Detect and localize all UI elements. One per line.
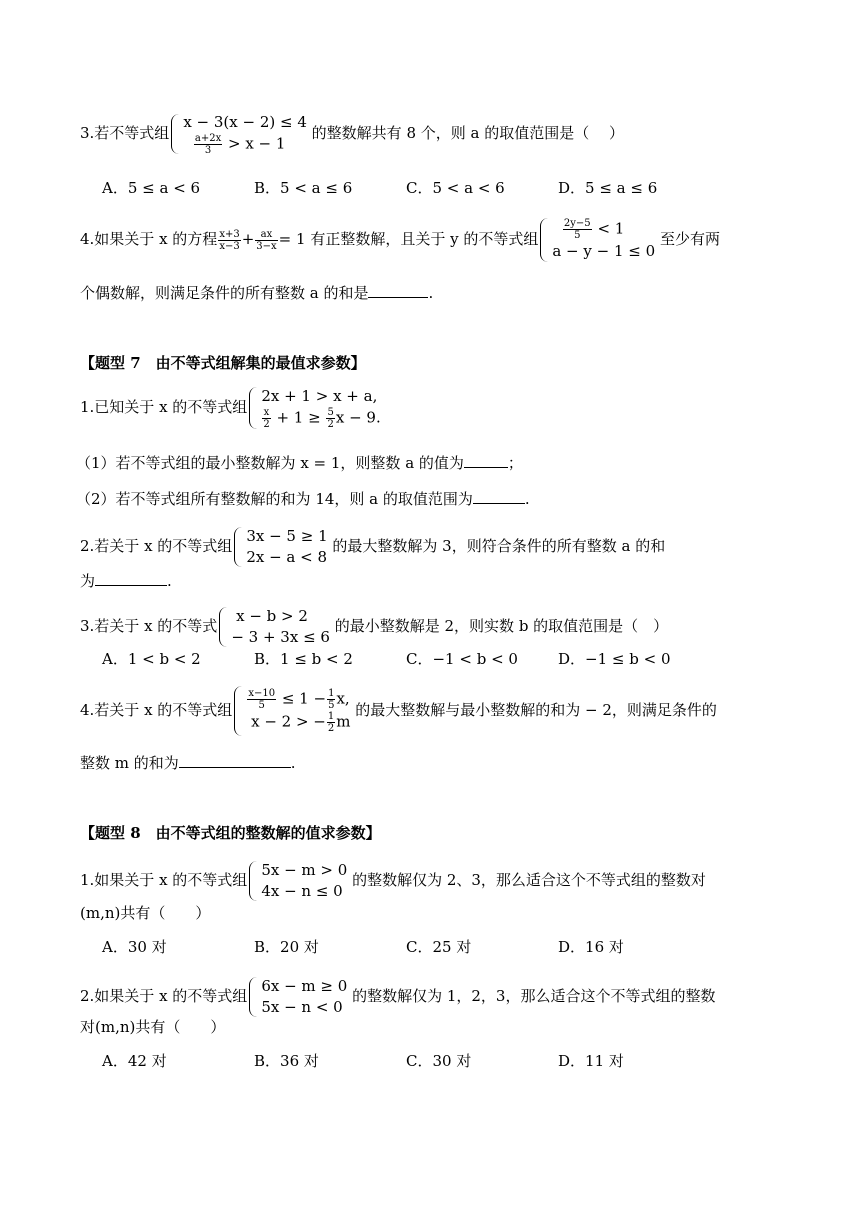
option-d: D．5 ≤ a ≤ 6 <box>558 179 658 197</box>
answer-blank[interactable] <box>179 753 291 768</box>
brace <box>234 527 243 567</box>
option-a: A．42 对 <box>102 1052 167 1070</box>
brace <box>249 387 258 429</box>
question-8-1 <box>80 860 706 902</box>
inequality-system <box>231 606 330 648</box>
question-7-2-line2: 为 . <box>80 572 172 590</box>
question-7-4 <box>80 686 717 736</box>
option-c: C．−1 < b < 0 <box>406 650 518 668</box>
question-text: 的最大整数解与最小整数解的和为 − 2，则满足条件的 <box>355 701 717 719</box>
question-text: 1.如果关于 x 的不等式组 <box>80 871 248 889</box>
system-row: 5x − n < 0 <box>261 998 343 1016</box>
question-text: = 1 有正整数解，且关于 y 的不等式组 <box>278 230 539 248</box>
option-d: D．11 对 <box>558 1052 624 1070</box>
question-7-4-line2: 整数 m 的和为 . <box>80 754 296 772</box>
system-row: x − b > 2 <box>236 607 308 625</box>
option-b: B．1 ≤ b < 2 <box>254 650 353 668</box>
inequality-system <box>261 860 347 902</box>
inequality-system <box>183 112 307 156</box>
options-6-3 <box>102 177 710 199</box>
answer-blank[interactable] <box>95 571 167 586</box>
inequality-system <box>261 386 380 430</box>
system-row: 6x − m ≥ 0 <box>261 977 348 995</box>
question-8-2 <box>80 976 715 1018</box>
system-row: 4x − n ≤ 0 <box>261 882 343 900</box>
option-c: C．5 < a < 6 <box>406 179 505 197</box>
system-row: − 3 + 3x ≤ 6 <box>231 628 330 646</box>
option-a: A．1 < b < 2 <box>102 650 201 668</box>
question-6-4: 4.如果关于 x 的方程 $\frac{x+3}{x-3}$ + $\frac{ax}{3-x}$ = 1 有正整数解，且关于 y 的不等式组 $\frac{2y-5}{5}$ < 1 a − y − 1 ≤ 0 至少有两 <box>80 218 720 260</box>
fraction: $\frac{ax}{3-x}$ <box>256 228 277 252</box>
inequality-system <box>552 218 655 262</box>
question-text: 的最大整数解为 3，则符合条件的所有整数 a 的和 <box>332 537 666 555</box>
question-text: 的整数解共有 8 个，则 a 的取值范围是（ ） <box>311 124 625 142</box>
question-7-1 <box>80 386 381 430</box>
system-row: $\frac{2y-5}{5}$ < 1 <box>563 218 625 241</box>
question-text: 的整数解仅为 1，2，3，那么适合这个不等式组的整数 <box>352 987 716 1005</box>
question-7-1-sub1: （1）若不等式组的最小整数解为 x = 1，则整数 a 的值为 ； <box>76 454 523 472</box>
system-row: $\frac{x}{2}$ + 1 ≥ $\frac{5}{2}$ x − 9. <box>263 407 381 430</box>
system-row: $\frac{x-10}{5}$ ≤ 1 − $\frac{1}{5}$ x, <box>248 688 350 711</box>
question-text: 至少有两 <box>659 230 720 248</box>
answer-blank[interactable] <box>368 283 428 298</box>
system-row: 5x − m > 0 <box>261 861 348 879</box>
question-text: 2.如果关于 x 的不等式组 <box>80 987 248 1005</box>
options-8-2 <box>102 1050 710 1072</box>
option-b: B．36 对 <box>254 1052 319 1070</box>
inequality-system <box>246 688 350 734</box>
question-text: 1.已知关于 x 的不等式组 <box>80 398 248 416</box>
option-c: C．25 对 <box>406 938 472 956</box>
fraction: $\frac{a+2x}{3}$ <box>194 133 222 156</box>
question-8-2-line2: 对(m,n)共有（ ） <box>80 1018 226 1036</box>
question-8-1-line2: (m,n)共有（ ） <box>80 904 211 922</box>
brace <box>249 977 258 1017</box>
brace <box>219 607 228 647</box>
system-row: 3x − 5 ≥ 1 <box>246 527 328 545</box>
question-7-1-sub2: （2）若不等式组所有整数解的和为 14，则 a 的取值范围为 . <box>76 490 530 508</box>
option-d: D．−1 ≤ b < 0 <box>558 650 671 668</box>
system-row: 2x + 1 > x + a, <box>261 387 378 405</box>
system-row: a − y − 1 ≤ 0 <box>552 242 656 260</box>
answer-blank[interactable] <box>473 489 525 504</box>
option-b: B．20 对 <box>254 938 319 956</box>
brace <box>540 218 549 262</box>
options-8-1 <box>102 936 710 958</box>
option-a: A．30 对 <box>102 938 167 956</box>
question-text: 4.若关于 x 的不等式组 <box>80 701 233 719</box>
fraction: $\frac{x+3}{x-3}$ <box>219 228 240 252</box>
option-a: A．5 ≤ a < 6 <box>102 179 201 197</box>
question-text: 3.若关于 x 的不等式 <box>80 617 218 635</box>
system-row: 2x − a < 8 <box>246 548 328 566</box>
option-b: B．5 < a ≤ 6 <box>254 179 353 197</box>
question-text: 4.如果关于 x 的方程 <box>80 230 218 248</box>
inequality-system <box>246 526 327 568</box>
question-text: 的整数解仅为 2、3，那么适合这个不等式组的整数对 <box>352 871 706 889</box>
question-7-2 <box>80 526 665 568</box>
question-6-4-line2: 个偶数解，则满足条件的所有整数 a 的和是 . <box>80 284 434 302</box>
option-d: D．16 对 <box>558 938 624 956</box>
system-row: x − 3(x − 2) ≤ 4 <box>183 113 307 131</box>
section-heading-8: 【题型 8 由不等式组的整数解的值求参数】 <box>80 824 381 842</box>
question-text: 的最小整数解是 2，则实数 b 的取值范围是（ ） <box>334 617 669 635</box>
section-heading-7: 【题型 7 由不等式组解集的最值求参数】 <box>80 354 366 372</box>
brace <box>171 114 180 154</box>
question-7-3 <box>80 606 668 648</box>
system-row: x − 2 > − $\frac{1}{2}$ m <box>251 711 351 734</box>
inequality-system <box>261 976 347 1018</box>
question-text: 3.若不等式组 <box>80 124 170 142</box>
question-text: 2.若关于 x 的不等式组 <box>80 537 233 555</box>
option-c: C．30 对 <box>406 1052 472 1070</box>
question-6-3 <box>80 112 624 156</box>
answer-blank[interactable] <box>464 453 508 468</box>
options-7-3 <box>102 648 710 670</box>
brace <box>249 861 258 901</box>
brace <box>234 686 243 736</box>
system-row: $\frac{a+2x}{3}$ > x − 1 <box>194 133 286 156</box>
